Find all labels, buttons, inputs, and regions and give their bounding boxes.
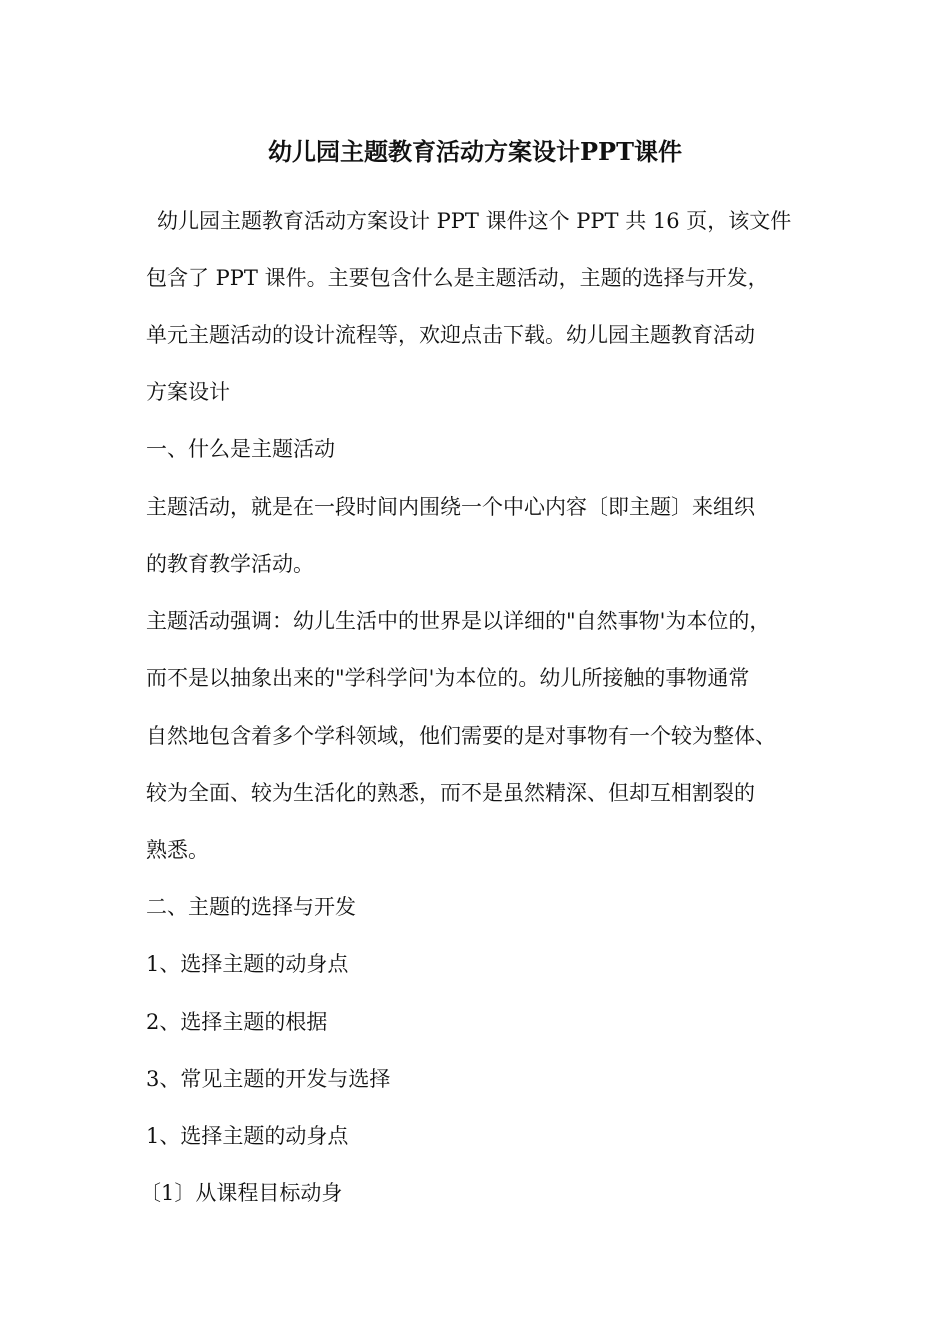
paragraph-line: 自然地包含着多个学科领域，他们需要的是对事物有一个较为整体、 xyxy=(146,724,776,748)
paragraph-line: 幼儿园主题教育活动方案设计 PPT 课件这个 PPT 共 16 页，该文件 xyxy=(157,209,792,233)
list-item: 3、常见主题的开发与选择 xyxy=(146,1067,391,1091)
list-item: 〔1〕从课程目标动身 xyxy=(140,1181,343,1205)
list-item: 1、选择主题的动身点 xyxy=(146,952,349,976)
paragraph-line: 的教育教学活动。 xyxy=(146,552,314,576)
document-title: 幼儿园主题教育活动方案设计PPT课件 xyxy=(268,137,682,166)
section-heading: 二、主题的选择与开发 xyxy=(146,895,356,919)
paragraph-line: 较为全面、较为生活化的熟悉，而不是虽然精深、但却互相割裂的 xyxy=(146,781,755,805)
list-item: 2、选择主题的根据 xyxy=(146,1010,328,1034)
paragraph-line: 包含了 PPT 课件。主要包含什么是主题活动，主题的选择与开发， xyxy=(146,266,769,290)
list-item: 1、选择主题的动身点 xyxy=(146,1124,349,1148)
paragraph-line: 单元主题活动的设计流程等，欢迎点击下载。幼儿园主题教育活动 xyxy=(146,323,755,347)
section-heading: 一、什么是主题活动 xyxy=(146,437,335,461)
paragraph-line: 主题活动强调：幼儿生活中的世界是以详细的"自然事物'为本位的， xyxy=(146,609,771,633)
paragraph-line: 方案设计 xyxy=(146,380,230,404)
paragraph-line: 而不是以抽象出来的"学科学问'为本位的。幼儿所接触的事物通常 xyxy=(146,666,750,690)
paragraph-line: 主题活动，就是在一段时间内围绕一个中心内容〔即主题〕来组织 xyxy=(146,495,755,519)
paragraph-line: 熟悉。 xyxy=(146,838,209,862)
